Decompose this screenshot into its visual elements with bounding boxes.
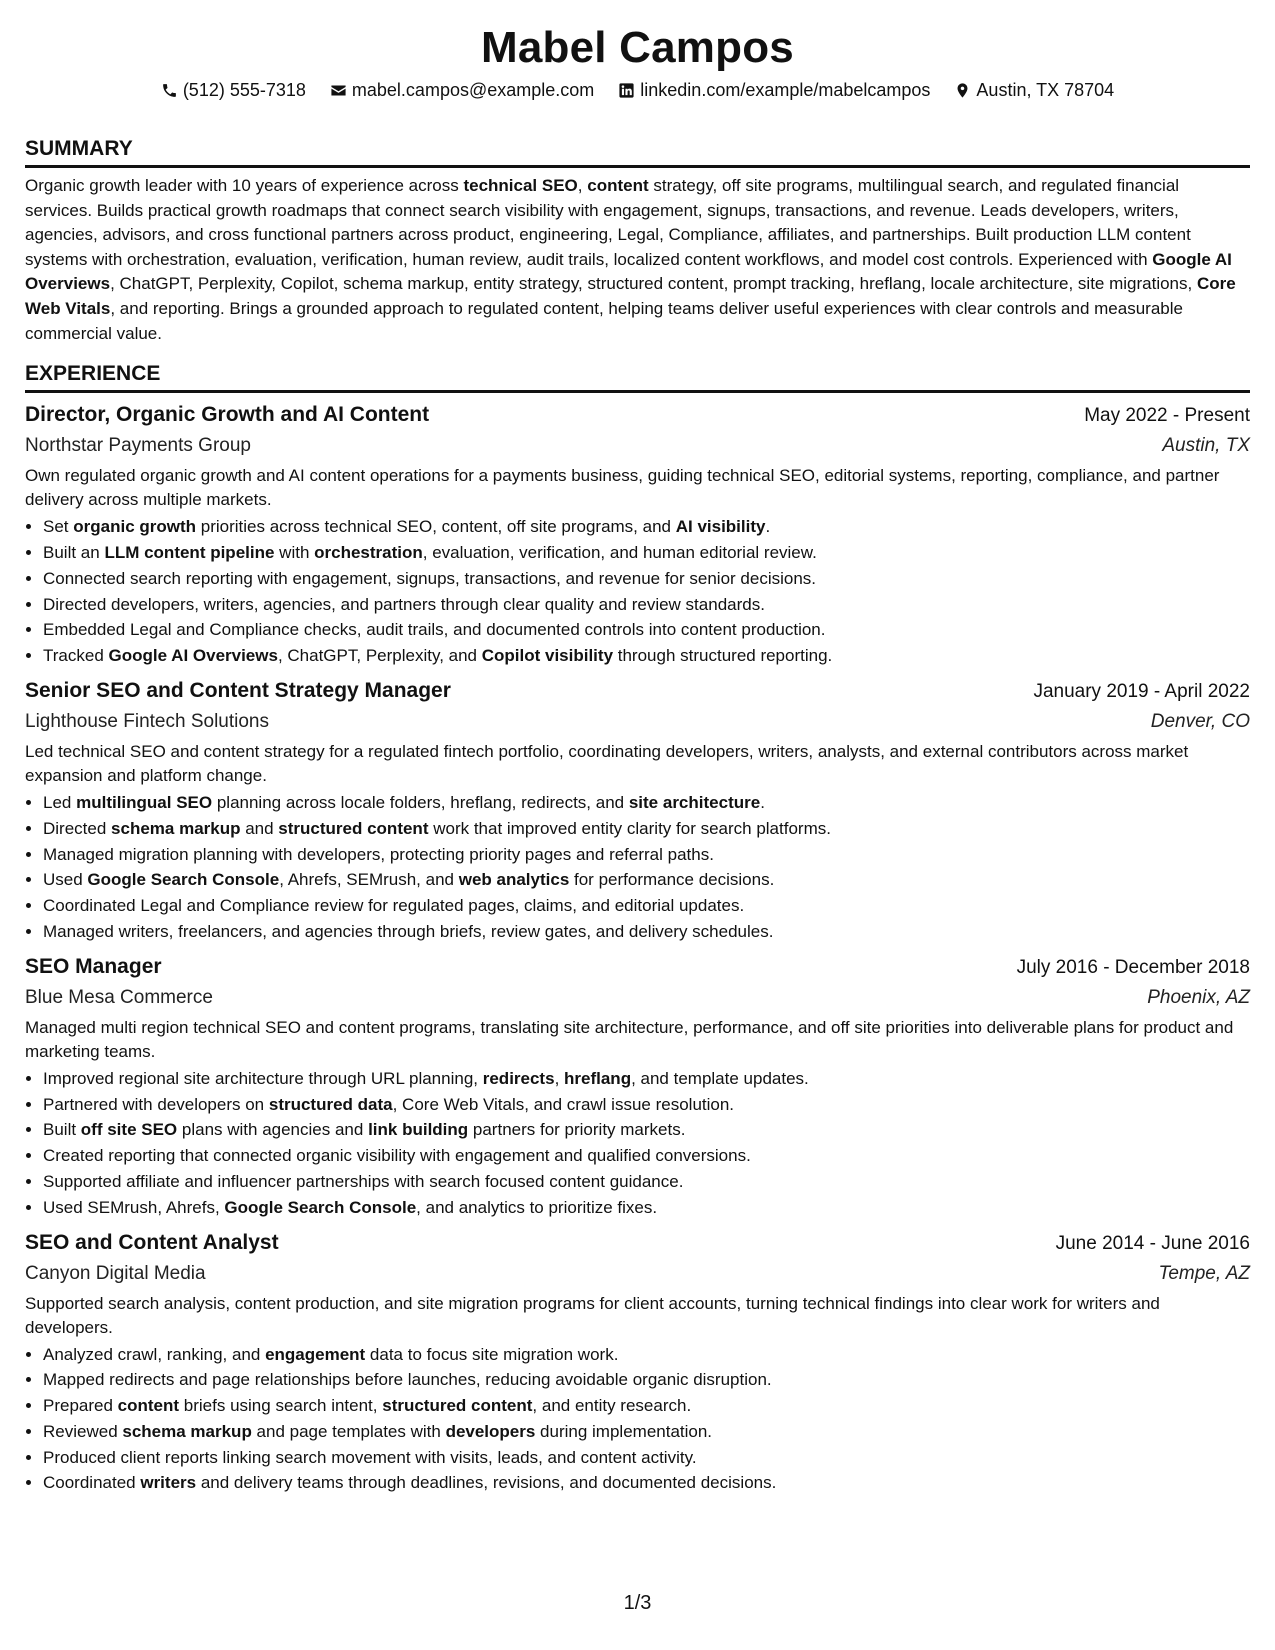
- text-run: Organic growth leader with 10 years of experience across: [25, 176, 464, 195]
- bullet-item: [43, 617, 1250, 643]
- text-run: Used SEMrush, Ahrefs,: [43, 1197, 225, 1217]
- text-run: , and analytics to prioritize fixes.: [416, 1197, 658, 1217]
- bold-keyword: developers: [445, 1421, 536, 1441]
- text-run: planning across locale folders, hreflang, redirects, and: [212, 792, 629, 812]
- job-title: SEO and Content Analyst: [25, 1230, 279, 1254]
- bold-keyword: schema markup: [122, 1421, 252, 1441]
- bold-keyword: content: [117, 1396, 180, 1416]
- text-run: , ChatGPT, Perplexity, and: [277, 646, 482, 666]
- text-run: ,: [554, 1068, 565, 1088]
- text-run: Supported affiliate and influencer partnerships with search focused content guidance.: [43, 1171, 684, 1191]
- linkedin-icon: [618, 82, 635, 99]
- job-description: Own regulated organic growth and AI content operations for a payments business, guiding technical SEO, editorial systems, reporting, compliance, and partner delivery across multiple markets.: [25, 466, 1220, 510]
- bold-keyword: link building: [368, 1120, 469, 1140]
- bullet-item: [43, 1092, 1250, 1118]
- bold-keyword: LLM content pipeline: [104, 542, 275, 562]
- text-run: Built an: [43, 542, 105, 562]
- job-dates: July 2016 - December 2018: [1016, 956, 1250, 978]
- bullet-item: [43, 867, 1250, 893]
- text-run: with: [274, 542, 315, 562]
- bullet-item: [43, 643, 1250, 669]
- map-pin-icon: [954, 82, 971, 99]
- text-run: data to focus site migration work.: [365, 1344, 619, 1364]
- experience-heading: EXPERIENCE: [25, 360, 1250, 393]
- bullet-item: [43, 919, 1250, 945]
- text-run: partners for priority markets.: [468, 1120, 686, 1140]
- job-location: Tempe, AZ: [1158, 1262, 1250, 1284]
- text-run: Prepared: [43, 1396, 118, 1416]
- text-run: Mapped redirects and page relationships before launches, reducing avoidable organic disruption.: [43, 1370, 772, 1390]
- company-name: Canyon Digital Media: [25, 1262, 206, 1284]
- bold-keyword: off site SEO: [80, 1120, 178, 1140]
- bullet-item: [43, 1342, 1250, 1368]
- bullet-item: [43, 790, 1250, 816]
- bold-keyword: organic growth: [73, 517, 197, 537]
- job-location: Denver, CO: [1150, 710, 1250, 732]
- text-run: , ChatGPT, Perplexity, Copilot, schema markup, entity strategy, structured content, prompt tracking, hreflang, locale architecture, site migrations,: [110, 274, 1197, 294]
- job-subheader: [25, 1259, 1250, 1289]
- bold-keyword: Google AI Overviews: [25, 249, 1232, 294]
- text-run: Embedded Legal and Compliance checks, audit trails, and documented controls into content production.: [43, 620, 826, 640]
- experience-list: [25, 400, 1250, 1496]
- candidate-name: Mabel Campos: [481, 23, 794, 72]
- text-run: Improved regional site architecture through URL planning,: [43, 1068, 483, 1088]
- phone-icon: [161, 82, 178, 99]
- text-run: Coordinated Legal and Compliance review for regulated pages, claims, and editorial updates.: [43, 896, 745, 916]
- job-bullets: [25, 1342, 1250, 1497]
- text-run: priorities across technical SEO, content, off site programs, and: [196, 517, 676, 537]
- bullet-item: [43, 1419, 1250, 1445]
- text-run: for performance decisions.: [569, 870, 775, 890]
- job-header: [25, 400, 1250, 431]
- text-run: Set: [43, 517, 74, 537]
- bullet-item: [43, 1066, 1250, 1092]
- bullet-item: [43, 893, 1250, 919]
- bullet-item: [43, 514, 1250, 540]
- job-dates: May 2022 - Present: [1084, 405, 1250, 427]
- bold-keyword: Google Search Console: [224, 1197, 417, 1217]
- text-run: .: [760, 792, 765, 812]
- bold-keyword: AI visibility: [675, 517, 766, 537]
- contact-linkedin: [618, 78, 930, 102]
- job-title: Senior SEO and Content Strategy Manager: [25, 678, 451, 702]
- text-run: and: [240, 818, 279, 838]
- location-text: Austin, TX 78704: [976, 80, 1115, 100]
- job-entry: [25, 952, 1250, 1221]
- bold-keyword: web analytics: [458, 870, 570, 890]
- job-location: Phoenix, AZ: [1147, 986, 1250, 1008]
- job-bullets: [25, 1066, 1250, 1221]
- bullet-item: [43, 1445, 1250, 1471]
- text-run: , and reporting. Brings a grounded approach to regulated content, helping teams deliver useful experiences with clear controls and measurable commercial value.: [25, 298, 1183, 343]
- email-address[interactable]: mabel.campos@example.com: [351, 80, 595, 100]
- text-run: Coordinated: [43, 1473, 141, 1493]
- text-run: and page templates with: [251, 1421, 446, 1441]
- contact-phone: [161, 78, 306, 102]
- job-description: Supported search analysis, content production, and site migration programs for client accounts, turning technical findings into clear work for writers and developers.: [25, 1293, 1160, 1337]
- envelope-icon: [330, 82, 347, 99]
- job-title: SEO Manager: [25, 954, 162, 978]
- job-title: Director, Organic Growth and AI Content: [25, 403, 430, 427]
- bold-keyword: structured data: [268, 1094, 393, 1114]
- text-run: Partnered with developers on: [43, 1094, 269, 1114]
- text-run: , and template updates.: [631, 1068, 809, 1088]
- company-name: Northstar Payments Group: [25, 435, 251, 457]
- job-subheader: [25, 431, 1250, 461]
- bold-keyword: redirects: [482, 1068, 555, 1088]
- bold-keyword: engagement: [265, 1344, 366, 1364]
- text-run: , and entity research.: [532, 1396, 692, 1416]
- job-entry: [25, 676, 1250, 945]
- page-number: 1/3: [623, 1592, 652, 1614]
- text-run: Created reporting that connected organic visibility with engagement and qualified conversions.: [43, 1146, 751, 1166]
- text-run: during implementation.: [535, 1421, 713, 1441]
- job-header: [25, 1228, 1250, 1259]
- text-run: Analyzed crawl, ranking, and: [43, 1344, 266, 1364]
- bullet-item: [43, 1367, 1250, 1393]
- text-run: , evaluation, verification, and human editorial review.: [422, 542, 817, 562]
- contact-location: [954, 78, 1114, 102]
- summary-heading: SUMMARY: [25, 135, 1250, 168]
- text-run: through structured reporting.: [613, 646, 833, 666]
- job-entry: [25, 400, 1250, 669]
- job-description: Managed multi region technical SEO and content programs, translating site architecture, performance, and off site priorities into deliverable plans for product and marketing teams.: [25, 1017, 1234, 1061]
- company-name: Lighthouse Fintech Solutions: [25, 710, 269, 732]
- bold-keyword: hreflang: [564, 1068, 632, 1088]
- bullet-item: [43, 1393, 1250, 1419]
- bold-keyword: Google AI Overviews: [108, 646, 278, 666]
- job-header: [25, 952, 1250, 983]
- bold-keyword: writers: [140, 1473, 197, 1493]
- bullet-item: [43, 1195, 1250, 1221]
- job-entry: [25, 1228, 1250, 1497]
- text-run: Directed: [43, 818, 112, 838]
- job-subheader: [25, 983, 1250, 1013]
- text-run: Reviewed: [43, 1421, 123, 1441]
- contact-email: [330, 78, 594, 102]
- company-name: Blue Mesa Commerce: [25, 986, 213, 1008]
- bullet-item: [43, 566, 1250, 592]
- bullet-item: [43, 592, 1250, 618]
- job-subheader: [25, 707, 1250, 737]
- bold-keyword: Google Search Console: [87, 870, 280, 890]
- bold-keyword: schema markup: [111, 818, 241, 838]
- text-run: Produced client reports linking search movement with visits, leads, and content activity.: [43, 1447, 697, 1467]
- text-run: strategy, off site programs, multilingual search, and regulated financial services. Builds practical growth roadmaps that connect search visibility with engagement, signups, transactions, and revenue. Leads developers, writers, agencies, advisors, and cross functional partners across product, engineering, Legal, Compliance, affiliates, and partnerships. Built production LLM content systems with orchestration, evaluation, verification, human review, audit trails, localized content workflows, and model cost controls. Experienced with: [25, 176, 1191, 269]
- bullet-item: [43, 540, 1250, 566]
- resume-page: [25, 20, 1250, 1496]
- bullet-item: [43, 816, 1250, 842]
- text-run: Led: [43, 792, 77, 812]
- text-run: Tracked: [43, 646, 109, 666]
- bullet-item: [43, 842, 1250, 868]
- text-run: Managed migration planning with developers, protecting priority pages and referral paths.: [43, 844, 714, 864]
- text-run: ,: [577, 176, 588, 195]
- text-run: and delivery teams through deadlines, revisions, and documented decisions.: [196, 1473, 777, 1493]
- summary-paragraph: [25, 174, 1250, 346]
- linkedin-url[interactable]: linkedin.com/example/mabelcampos: [640, 80, 931, 100]
- bullet-item: [43, 1169, 1250, 1195]
- job-description: Led technical SEO and content strategy for a regulated fintech portfolio, coordinating developers, writers, analysts, and external contributors across market expansion and platform change.: [25, 741, 1189, 785]
- bold-keyword: Core Web Vitals: [25, 274, 1236, 318]
- bullet-item: [43, 1117, 1250, 1143]
- job-dates: June 2014 - June 2016: [1055, 1232, 1250, 1254]
- bold-keyword: orchestration: [314, 542, 423, 562]
- text-run: Managed writers, freelancers, and agencies through briefs, review gates, and delivery schedules.: [43, 921, 774, 941]
- text-run: plans with agencies and: [177, 1120, 369, 1140]
- text-run: .: [765, 517, 771, 537]
- text-run: Used: [43, 870, 88, 890]
- bullet-item: [43, 1470, 1250, 1496]
- text-run: , Ahrefs, SEMrush, and: [279, 870, 459, 890]
- job-bullets: [25, 514, 1250, 669]
- job-location: Austin, TX: [1162, 435, 1250, 457]
- bold-keyword: site architecture: [628, 792, 761, 812]
- text-run: briefs using search intent,: [179, 1396, 383, 1416]
- bold-keyword: multilingual SEO: [76, 792, 213, 812]
- bullet-item: [43, 1143, 1250, 1169]
- contact-bar: [25, 78, 1250, 102]
- bold-keyword: technical SEO: [463, 176, 578, 195]
- text-run: , Core Web Vitals, and crawl issue resolution.: [392, 1094, 735, 1114]
- text-run: Built: [43, 1120, 81, 1140]
- text-run: Connected search reporting with engagement, signups, transactions, and revenue for senior decisions.: [43, 568, 817, 588]
- job-dates: January 2019 - April 2022: [1033, 680, 1250, 702]
- bold-keyword: structured content: [382, 1396, 533, 1416]
- bold-keyword: structured content: [278, 818, 429, 838]
- bold-keyword: content: [587, 176, 649, 195]
- text-run: Directed developers, writers, agencies, and partners through clear quality and review standards.: [43, 594, 765, 614]
- text-run: work that improved entity clarity for search platforms.: [428, 818, 831, 838]
- job-bullets: [25, 790, 1250, 945]
- phone-number[interactable]: (512) 555-7318: [182, 80, 306, 100]
- bold-keyword: Copilot visibility: [481, 646, 614, 666]
- job-header: [25, 676, 1250, 707]
